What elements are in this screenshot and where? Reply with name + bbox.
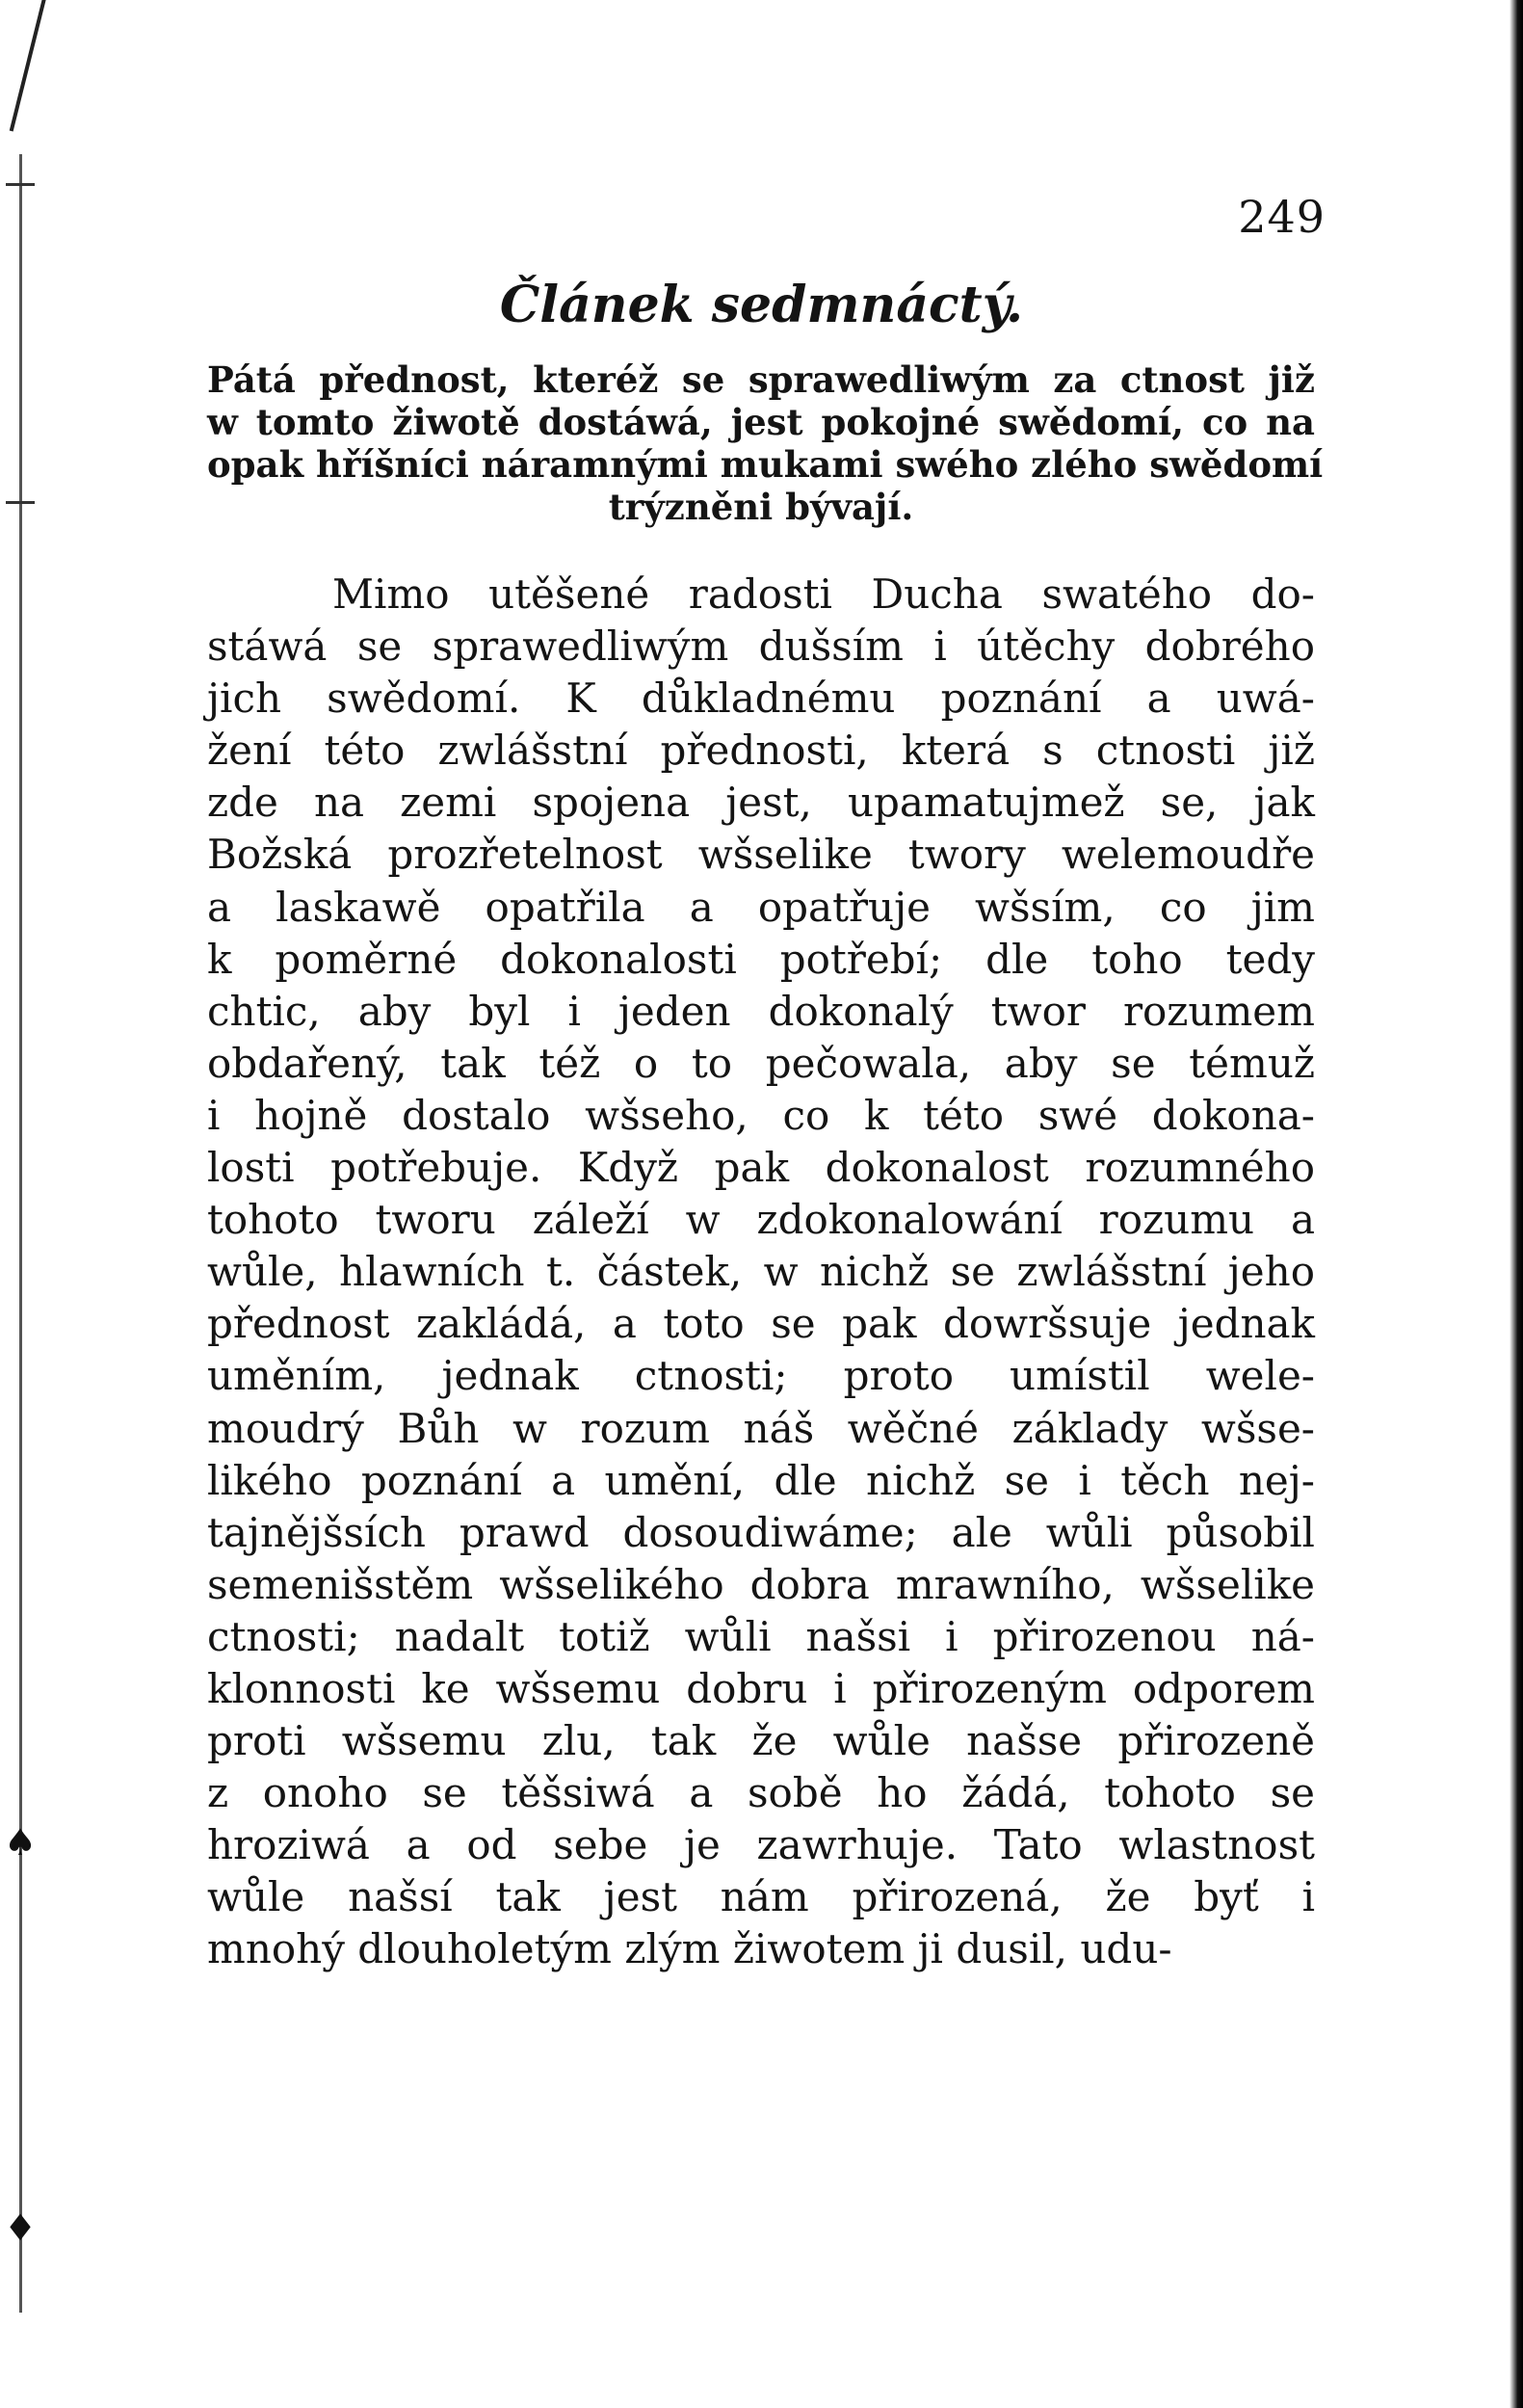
text-line: proti wšsemu zlu, tak že wůle našse přirozeně — [207, 1717, 1315, 1765]
text-line: i hojně dostalo wšseho, co k této swé dokona- — [207, 1091, 1315, 1139]
text-line: ctnosti; nadalt totiž wůli našsi i přirozenou ná- — [207, 1612, 1315, 1660]
text-line: přednost zakládá, a toto se pak dowršsuje jednak — [207, 1300, 1315, 1348]
text-line: semenišstěm wšselikého dobra mrawního, wšselike — [207, 1560, 1315, 1608]
text-line: a laskawě opatřila a opatřuje wšsím, co jim — [207, 883, 1315, 931]
text-line: tajnějšsích prawd dosoudiwáme; ale wůli působil — [207, 1508, 1315, 1556]
left-margin-tick — [6, 501, 35, 504]
text-line: wůle našsí tak jest nám přirozená, že byť i — [207, 1873, 1315, 1921]
text-line: chtic, aby byl i jeden dokonalý twor rozumem — [207, 987, 1315, 1035]
text-line: žení této zwlášstní přednosti, která s ctnosti již — [207, 727, 1315, 775]
text-line: mnohý dlouholetým zlým žiwotem ji dusil, udu- — [207, 1925, 1172, 1973]
text-line: z onoho se těšsiwá a sobě ho žádá, tohoto se — [207, 1769, 1315, 1817]
text-line: klonnosti ke wšsemu dobru i přirozeným odporem — [207, 1664, 1315, 1712]
text-line: tohoto tworu záleží w zdokonalowání rozumu a — [207, 1196, 1315, 1244]
summary-line: opak hříšníci náramnými mukami swého zlého swědomí — [207, 443, 1324, 486]
spade-icon: ♠ — [4, 1821, 38, 1864]
right-page-edge — [1510, 0, 1523, 2408]
left-page-corner-line — [10, 0, 48, 132]
text-line: likého poznání a umění, dle nichž se i těch nej- — [207, 1456, 1315, 1504]
text-line: losti potřebuje. Když pak dokonalost rozumného — [207, 1144, 1315, 1192]
text-line: stáwá se sprawedliwým dušsím i útěchy dobrého — [207, 622, 1315, 671]
text-line: moudrý Bůh w rozum náš wěčné základy wšse- — [207, 1404, 1315, 1452]
text-line: uměním, jednak ctnosti; proto umístil wele- — [207, 1352, 1315, 1400]
left-margin-tick — [6, 183, 35, 186]
text-line: zde na zemi spojena jest, upamatujmež se, jak — [207, 779, 1315, 827]
left-page-edge — [19, 154, 22, 2313]
text-line: wůle, hlawních t. částek, w nichž se zwlášstní jeho — [207, 1248, 1315, 1296]
text-line: Božská prozřetelnost wšselike twory welemoudře — [207, 831, 1315, 879]
chapter-title: Článek sedmnáctý. — [499, 276, 1024, 334]
text-line: Mimo utěšené radosti Ducha swatého do- — [332, 570, 1315, 618]
chapter-summary — [207, 358, 1324, 528]
text-line: k poměrné dokonalosti potřebí; dle toho tedy — [207, 935, 1315, 983]
text-line: hroziwá a od sebe je zawrhuje. Tato wlastnost — [207, 1821, 1315, 1869]
summary-line: trýzněni bývají. — [608, 486, 914, 528]
summary-line: w tomto žiwotě dostáwá, jest pokojné swědomí, co na — [207, 401, 1315, 443]
text-line: jich swědomí. K důkladnému poznání a uwá- — [207, 675, 1315, 723]
diamond-icon: ♦ — [4, 2207, 38, 2249]
text-line: obdařený, tak též o to pečowala, aby se témuž — [207, 1039, 1315, 1087]
body-paragraph — [207, 569, 1315, 1976]
summary-line: Pátá přednost, kteréž se sprawedliwým za ctnost již — [207, 358, 1315, 401]
page-number: 249 — [1238, 191, 1326, 243]
